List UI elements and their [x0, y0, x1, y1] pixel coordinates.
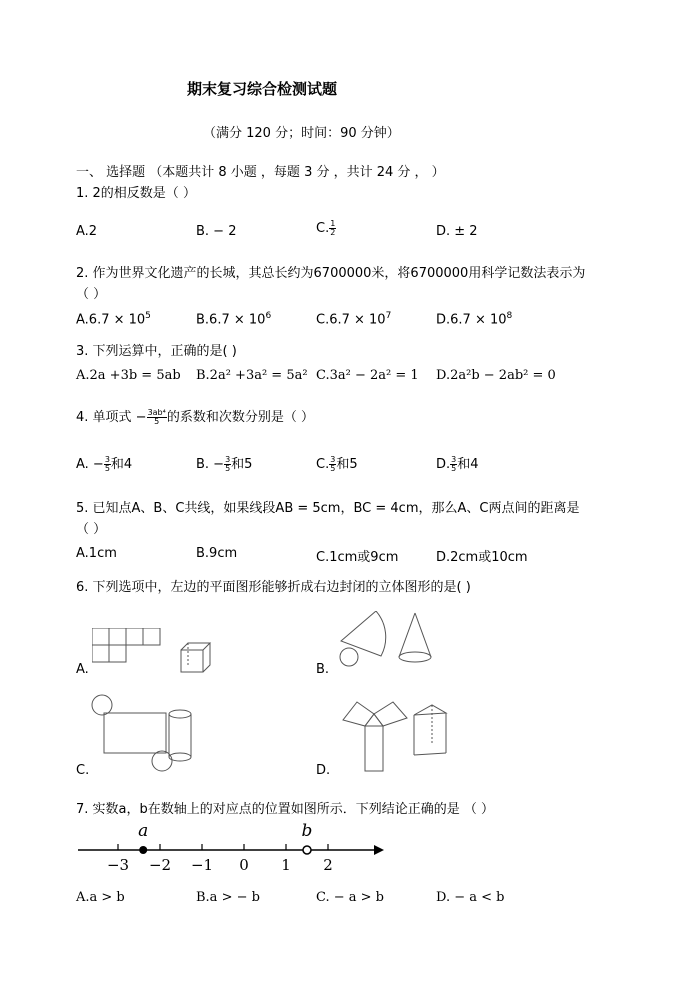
question-7-option-a[interactable]: A.a > b [76, 890, 125, 905]
figure-b-net [336, 611, 396, 671]
number-line [74, 820, 394, 880]
option-prefix: B. − [196, 457, 225, 472]
question-4-option-a[interactable] [76, 453, 132, 473]
question-7-option-b[interactable]: B.a > − b [196, 890, 260, 905]
point-a-label: a [138, 821, 149, 841]
fraction [104, 456, 111, 473]
option-prefix: D. [436, 457, 451, 472]
figure-a-net [92, 628, 172, 673]
question-4-stem [76, 406, 314, 426]
question-3-stem: 3. 下列运算中，正确的是( ) [76, 344, 237, 359]
fraction-denominator: 5 [154, 417, 160, 426]
point-b [303, 846, 311, 854]
question-5-option-a[interactable]: A.1cm [76, 546, 117, 561]
question-6-option-c[interactable]: C. [76, 763, 90, 778]
question-3-option-a[interactable]: A.2a +3b = 5ab [76, 368, 181, 383]
question-5-stem-cont: （ ） [76, 522, 107, 537]
question-4-option-d[interactable] [436, 453, 479, 473]
question-7-option-d[interactable]: D. − a < b [436, 890, 505, 905]
figure-d-prism [412, 703, 452, 763]
exponent: 6 [265, 311, 272, 321]
option-suffix: 和5 [231, 457, 253, 472]
question-6-stem: 6. 下列选项中，左边的平面图形能够折成右边封闭的立体图形的是( ) [76, 580, 471, 595]
number-line-tick-label: −3 [106, 856, 130, 874]
fraction-numerator: 3ab⁴ [147, 408, 166, 417]
option-label: C. [316, 221, 330, 236]
question-6-option-d[interactable]: D. [316, 763, 331, 778]
fraction-numerator: 3 [330, 455, 336, 464]
question-2-option-c[interactable] [316, 311, 391, 327]
fraction-denominator: 5 [451, 464, 457, 473]
option-text: B.6.7 × 10 [196, 312, 266, 328]
question-7-option-c[interactable]: C. − a > b [316, 890, 385, 905]
exponent: 8 [506, 311, 513, 321]
figure-d-net [335, 696, 415, 776]
option-suffix: 和5 [336, 457, 358, 472]
fraction-denominator: 5 [225, 464, 231, 473]
point-a [139, 846, 147, 854]
exponent: 5 [145, 311, 151, 321]
question-1-option-d[interactable]: D. ± 2 [436, 224, 478, 239]
number-line-tick-label: 1 [281, 856, 291, 874]
question-1-stem: 1. 2的相反数是（ ） [76, 186, 196, 201]
figure-a-cube [178, 640, 218, 680]
question-2-stem: 2. 作为世界文化遗产的长城，其总长约为6700000米，将6700000用科学记数法表示为 [76, 266, 586, 281]
fraction-numerator: 3 [451, 455, 457, 464]
question-5-stem: 5. 已知点A、B、C共线，如果线段AB = 5cm，BC = 4cm，那么A、C两点间的距离是 [76, 501, 580, 516]
question-3-option-b[interactable]: B.2a² +3a² = 5a² [196, 368, 308, 383]
exponent: 7 [385, 311, 392, 321]
option-text: C.6.7 × 10 [316, 312, 386, 328]
question-2-option-b[interactable] [196, 311, 271, 327]
question-5-option-d[interactable]: D.2cm或10cm [436, 550, 528, 565]
question-2-option-a[interactable] [76, 311, 151, 327]
number-line-arrow [374, 845, 384, 855]
fraction-numerator: 3 [225, 455, 231, 464]
question-6-option-a[interactable]: A. [76, 662, 89, 677]
option-prefix: A. − [76, 457, 104, 472]
number-line-tick-label: −1 [190, 856, 214, 874]
fraction-denominator: 2 [330, 228, 336, 237]
question-1-option-a[interactable]: A.2 [76, 224, 98, 239]
question-5-option-c[interactable]: C.1cm或9cm [316, 550, 399, 565]
question-4-option-c[interactable] [316, 453, 358, 473]
figure-b-cone [395, 611, 435, 671]
fraction-numerator: 1 [330, 219, 336, 228]
number-line-tick-label: 2 [323, 856, 333, 874]
option-text: D.6.7 × 10 [436, 312, 507, 328]
question-1-option-b[interactable]: B. − 2 [196, 224, 237, 239]
question-2-stem-cont: （ ） [76, 287, 107, 302]
option-suffix: 和4 [110, 457, 133, 472]
option-suffix: 和4 [457, 457, 479, 472]
question-5-option-b[interactable]: B.9cm [196, 546, 238, 561]
number-line-tick-label: −2 [148, 856, 172, 874]
question-1-option-c[interactable] [316, 220, 336, 237]
question-2-option-d[interactable] [436, 311, 512, 327]
stem-suffix: 的系数和次数分别是（ ） [166, 410, 314, 425]
question-3-option-c[interactable]: C.3a² − 2a² = 1 [316, 368, 419, 383]
fraction-denominator: 5 [330, 464, 336, 473]
section-heading: 一、 选择题 （本题共计 8 小题 ，每题 3 分 ，共计 24 分 ， ） [76, 165, 445, 180]
question-6-option-b[interactable]: B. [316, 662, 330, 677]
option-text: A.6.7 × 10 [76, 312, 146, 328]
fraction [147, 409, 167, 426]
point-b-label: b [301, 821, 313, 841]
page-title: 期末复习综合检测试题 [187, 80, 338, 98]
question-7-stem: 7. 实数a，b在数轴上的对应点的位置如图所示．下列结论正确的是 （ ） [76, 802, 495, 817]
figure-c-cylinder [165, 707, 195, 767]
number-line-tick-label: 0 [239, 856, 249, 874]
stem-prefix: 4. 单项式 − [76, 410, 147, 425]
question-3-option-d[interactable]: D.2a²b − 2ab² = 0 [436, 368, 556, 383]
question-4-option-b[interactable] [196, 453, 252, 473]
page-subtitle: （满分 120 分；时间：90 分钟） [203, 126, 400, 141]
fraction [329, 220, 336, 237]
option-prefix: C. [316, 457, 330, 472]
fraction-denominator: 5 [104, 464, 110, 473]
fraction-numerator: 3 [104, 455, 110, 464]
